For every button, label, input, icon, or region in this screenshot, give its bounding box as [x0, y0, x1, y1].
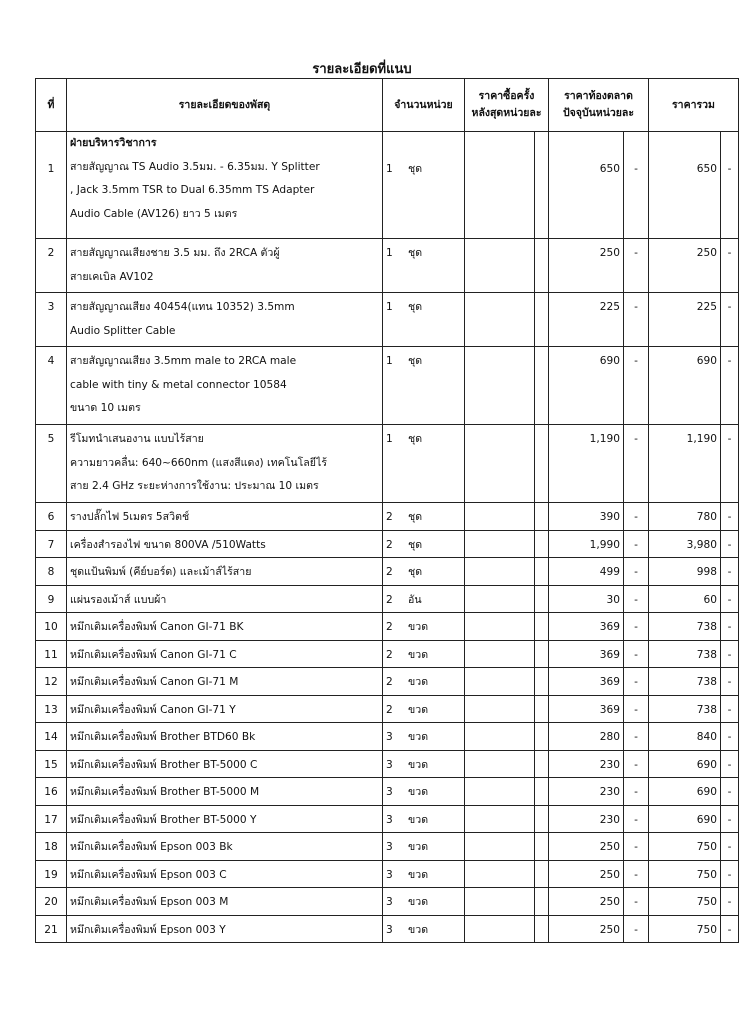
- total-price-satang: -: [721, 613, 739, 641]
- last-price-baht: [465, 888, 535, 916]
- page-title: รายละเอียดที่แนบ: [312, 62, 412, 77]
- last-price-baht: [465, 915, 535, 943]
- total-price-satang: -: [721, 833, 739, 861]
- total-price-baht: 60: [649, 585, 721, 613]
- last-price-baht: [465, 347, 535, 425]
- market-price-baht: 30: [549, 585, 624, 613]
- table-row: [36, 503, 739, 531]
- table-row: [36, 530, 739, 558]
- market-price-satang: -: [624, 750, 649, 778]
- market-price-satang: -: [624, 778, 649, 806]
- row-number: 20: [36, 888, 67, 916]
- item-description: [67, 239, 383, 293]
- total-price-baht: 3,980: [649, 530, 721, 558]
- item-quantity: [383, 915, 465, 943]
- section-header: ฝ่ายบริหารวิชาการ: [70, 137, 157, 149]
- items-table: [35, 78, 739, 943]
- row-number: 18: [36, 833, 67, 861]
- last-price-satang: [535, 805, 549, 833]
- total-price-baht: 650: [649, 132, 721, 239]
- quantity-value: 3: [386, 923, 393, 936]
- market-price-satang: -: [624, 132, 649, 239]
- market-price-baht: 225: [549, 293, 624, 347]
- last-price-satang: [535, 347, 549, 425]
- market-price-satang: -: [624, 347, 649, 425]
- description-line: หมึกเติมเครื่องพิมพ์ Canon GI-71 BK: [70, 621, 244, 633]
- item-quantity: [383, 503, 465, 531]
- last-price-baht: [465, 860, 535, 888]
- table-header-row: [36, 79, 739, 132]
- row-number: 4: [36, 347, 67, 425]
- total-price-satang: -: [721, 723, 739, 751]
- total-price-satang: -: [721, 695, 739, 723]
- row-number: 13: [36, 695, 67, 723]
- market-price-satang: -: [624, 530, 649, 558]
- total-price-baht: 750: [649, 833, 721, 861]
- quantity-value: 2: [386, 593, 393, 606]
- last-price-baht: [465, 585, 535, 613]
- description-line: หมึกเติมเครื่องพิมพ์ Canon GI-71 Y: [70, 703, 236, 716]
- quantity-unit: ขวด: [408, 648, 429, 661]
- row-number: 19: [36, 860, 67, 888]
- last-price-satang: [535, 239, 549, 293]
- quantity-unit: ชุด: [408, 355, 423, 367]
- market-price-baht: 230: [549, 805, 624, 833]
- item-quantity: [383, 613, 465, 641]
- total-price-baht: 690: [649, 805, 721, 833]
- quantity-value: 1: [386, 301, 393, 313]
- table-row: [36, 293, 739, 347]
- item-description: [67, 347, 383, 425]
- quantity-unit: ชุด: [408, 511, 423, 523]
- table-row: [36, 613, 739, 641]
- row-number: 2: [36, 239, 67, 293]
- quantity-unit: ขวด: [408, 896, 429, 908]
- total-price-baht: 738: [649, 668, 721, 696]
- row-number: 11: [36, 640, 67, 668]
- market-price-satang: -: [624, 613, 649, 641]
- item-description: [67, 503, 383, 531]
- item-quantity: [383, 347, 465, 425]
- last-price-satang: [535, 425, 549, 503]
- item-description: [67, 723, 383, 751]
- item-quantity: [383, 888, 465, 916]
- quantity-unit: ขวด: [408, 731, 429, 743]
- quantity-unit: อัน: [408, 593, 422, 606]
- item-description: [67, 530, 383, 558]
- total-price-baht: 738: [649, 695, 721, 723]
- quantity-value: 2: [386, 648, 393, 661]
- last-price-baht: [465, 695, 535, 723]
- total-price-baht: 690: [649, 347, 721, 425]
- item-description: [67, 750, 383, 778]
- total-price-baht: 750: [649, 860, 721, 888]
- market-price-baht: 1,990: [549, 530, 624, 558]
- last-price-satang: [535, 723, 549, 751]
- quantity-unit: ขวด: [408, 703, 429, 716]
- item-quantity: [383, 750, 465, 778]
- quantity-value: 2: [386, 621, 393, 633]
- item-quantity: [383, 132, 465, 239]
- market-price-satang: -: [624, 585, 649, 613]
- item-quantity: [383, 860, 465, 888]
- market-price-satang: -: [624, 695, 649, 723]
- quantity-unit: ขวด: [408, 676, 429, 688]
- total-price-baht: 225: [649, 293, 721, 347]
- quantity-unit: ชุด: [408, 433, 423, 445]
- last-price-satang: [535, 293, 549, 347]
- table-row: [36, 915, 739, 943]
- total-price-satang: -: [721, 347, 739, 425]
- item-quantity: [383, 425, 465, 503]
- item-description: [67, 915, 383, 943]
- last-price-satang: [535, 750, 549, 778]
- table-row: [36, 239, 739, 293]
- market-price-satang: -: [624, 915, 649, 943]
- market-price-baht: 369: [549, 640, 624, 668]
- market-price-baht: 250: [549, 239, 624, 293]
- market-price-baht: 690: [549, 347, 624, 425]
- quantity-value: 2: [386, 566, 393, 578]
- table-row: [36, 695, 739, 723]
- total-price-satang: -: [721, 132, 739, 239]
- quantity-value: 1: [386, 247, 393, 259]
- row-number: 5: [36, 425, 67, 503]
- row-number: 1: [36, 132, 67, 239]
- description-line: หมึกเติมเครื่องพิมพ์ Brother BT-5000 C: [70, 758, 258, 771]
- row-number: 10: [36, 613, 67, 641]
- total-price-baht: 780: [649, 503, 721, 531]
- row-number: 14: [36, 723, 67, 751]
- market-price-satang: -: [624, 668, 649, 696]
- last-price-baht: [465, 425, 535, 503]
- total-price-satang: -: [721, 530, 739, 558]
- description-line: รีโมทนำเสนองาน แบบไร้สาย: [70, 433, 204, 445]
- item-description: [67, 132, 383, 239]
- total-price-satang: -: [721, 293, 739, 347]
- quantity-value: 3: [386, 758, 393, 771]
- market-price-baht: 369: [549, 695, 624, 723]
- quantity-value: 3: [386, 813, 393, 826]
- last-price-baht: [465, 503, 535, 531]
- quantity-unit: ขวด: [408, 841, 429, 853]
- quantity-value: 3: [386, 868, 393, 881]
- market-price-satang: -: [624, 293, 649, 347]
- last-price-satang: [535, 915, 549, 943]
- last-price-satang: [535, 585, 549, 613]
- quantity-unit: ขวด: [408, 813, 429, 826]
- last-price-satang: [535, 503, 549, 531]
- table-row: [36, 833, 739, 861]
- quantity-unit: ชุด: [408, 566, 423, 578]
- item-description: [67, 695, 383, 723]
- item-description: [67, 558, 383, 586]
- total-price-baht: 998: [649, 558, 721, 586]
- quantity-unit: ขวด: [408, 923, 429, 936]
- quantity-unit: ขวด: [408, 786, 429, 798]
- market-price-baht: 250: [549, 833, 624, 861]
- description-line: หมึกเติมเครื่องพิมพ์ Canon GI-71 M: [70, 676, 239, 688]
- row-number: 16: [36, 778, 67, 806]
- description-line: หมึกเติมเครื่องพิมพ์ Epson 003 Y: [70, 923, 226, 936]
- last-price-satang: [535, 695, 549, 723]
- market-price-baht: 250: [549, 860, 624, 888]
- market-price-satang: -: [624, 425, 649, 503]
- market-price-satang: -: [624, 805, 649, 833]
- row-number: 21: [36, 915, 67, 943]
- last-price-baht: [465, 132, 535, 239]
- market-price-baht: 230: [549, 750, 624, 778]
- table-row: [36, 888, 739, 916]
- market-price-baht: 650: [549, 132, 624, 239]
- market-price-satang: -: [624, 558, 649, 586]
- item-quantity: [383, 695, 465, 723]
- item-description: [67, 613, 383, 641]
- last-price-baht: [465, 668, 535, 696]
- row-number: 17: [36, 805, 67, 833]
- last-price-baht: [465, 805, 535, 833]
- item-description: [67, 805, 383, 833]
- last-price-baht: [465, 293, 535, 347]
- total-price-satang: -: [721, 888, 739, 916]
- market-price-baht: 390: [549, 503, 624, 531]
- description-line: cable with tiny & metal connector 10584: [70, 378, 287, 391]
- market-price-baht: 499: [549, 558, 624, 586]
- total-price-baht: 750: [649, 888, 721, 916]
- description-line: เครื่องสำรองไฟ ขนาด 800VA /510Watts: [70, 538, 266, 551]
- last-price-satang: [535, 888, 549, 916]
- last-price-satang: [535, 530, 549, 558]
- header-description: รายละเอียดของพัสดุ: [67, 79, 383, 132]
- market-price-baht: 250: [549, 888, 624, 916]
- quantity-unit: ขวด: [408, 868, 429, 881]
- total-price-baht: 738: [649, 640, 721, 668]
- description-line: , Jack 3.5mm TSR to Dual 6.35mm TS Adapter: [70, 184, 315, 196]
- header-no: ที่: [36, 79, 67, 132]
- description-line: สายสัญญาณ TS Audio 3.5มม. - 6.35มม. Y Splitter: [70, 160, 320, 173]
- last-price-satang: [535, 132, 549, 239]
- market-price-baht: 280: [549, 723, 624, 751]
- last-price-satang: [535, 668, 549, 696]
- header-market-price: ราคาท้องตลาด ปัจจุบันหน่วยละ: [549, 79, 649, 132]
- item-description: [67, 778, 383, 806]
- last-price-satang: [535, 778, 549, 806]
- quantity-value: 3: [386, 896, 393, 908]
- description-line: หมึกเติมเครื่องพิมพ์ Brother BT-5000 Y: [70, 813, 257, 826]
- last-price-baht: [465, 530, 535, 558]
- item-quantity: [383, 805, 465, 833]
- table-row: [36, 805, 739, 833]
- last-price-satang: [535, 558, 549, 586]
- description-line: หมึกเติมเครื่องพิมพ์ Epson 003 M: [70, 896, 229, 908]
- description-line: สายสัญญาณเสียงชาย 3.5 มม. ถึง 2RCA ตัวผู้: [70, 247, 280, 259]
- item-description: [67, 585, 383, 613]
- item-description: [67, 640, 383, 668]
- total-price-satang: -: [721, 239, 739, 293]
- description-line: ความยาวคลื่น: 640~660nm (แสงสีแดง) เทคโนโลยีไร้: [70, 456, 328, 469]
- quantity-value: 1: [386, 163, 393, 175]
- quantity-unit: ชุด: [408, 301, 423, 313]
- quantity-unit: ชุด: [408, 247, 423, 259]
- item-description: [67, 833, 383, 861]
- item-quantity: [383, 833, 465, 861]
- total-price-satang: -: [721, 668, 739, 696]
- last-price-baht: [465, 239, 535, 293]
- description-line: สายเคเบิล AV102: [70, 270, 154, 283]
- row-number: 8: [36, 558, 67, 586]
- last-price-baht: [465, 833, 535, 861]
- quantity-value: 2: [386, 703, 393, 716]
- description-line: สายสัญญาณเสียง 3.5mm male to 2RCA male: [70, 355, 297, 367]
- total-price-satang: -: [721, 750, 739, 778]
- description-line: หมึกเติมเครื่องพิมพ์ Brother BTD60 Bk: [70, 731, 256, 743]
- total-price-baht: 1,190: [649, 425, 721, 503]
- total-price-satang: -: [721, 425, 739, 503]
- last-price-satang: [535, 613, 549, 641]
- item-description: [67, 668, 383, 696]
- last-price-baht: [465, 613, 535, 641]
- description-line: สายสัญญาณเสียง 40454(แทน 10352) 3.5mm: [70, 301, 295, 313]
- market-price-satang: -: [624, 888, 649, 916]
- table-row: [36, 723, 739, 751]
- row-number: 9: [36, 585, 67, 613]
- description-line: แผ่นรองเม้าส์ แบบผ้า: [70, 593, 167, 606]
- item-quantity: [383, 530, 465, 558]
- total-price-baht: 690: [649, 750, 721, 778]
- description-line: หมึกเติมเครื่องพิมพ์ Canon GI-71 C: [70, 648, 237, 661]
- item-quantity: [383, 778, 465, 806]
- last-price-baht: [465, 640, 535, 668]
- last-price-satang: [535, 833, 549, 861]
- market-price-baht: 369: [549, 613, 624, 641]
- table-row: [36, 585, 739, 613]
- description-line: ชุดแป้นพิมพ์ (คีย์บอร์ด) และเม้าส์ไร้สาย: [70, 566, 252, 578]
- last-price-satang: [535, 860, 549, 888]
- total-price-baht: 750: [649, 915, 721, 943]
- quantity-unit: ชุด: [408, 163, 423, 175]
- row-number: 15: [36, 750, 67, 778]
- table-row: [36, 860, 739, 888]
- row-number: 6: [36, 503, 67, 531]
- description-line: รางปลั๊กไฟ 5เมตร 5สวิตช์: [70, 511, 190, 523]
- total-price-baht: 840: [649, 723, 721, 751]
- total-price-satang: -: [721, 585, 739, 613]
- last-price-baht: [465, 750, 535, 778]
- item-description: [67, 860, 383, 888]
- table-body: [36, 132, 739, 943]
- item-description: [67, 425, 383, 503]
- quantity-value: 1: [386, 355, 393, 367]
- table-row: [36, 750, 739, 778]
- total-price-satang: -: [721, 805, 739, 833]
- table-row: [36, 640, 739, 668]
- total-price-baht: 250: [649, 239, 721, 293]
- row-number: 7: [36, 530, 67, 558]
- total-price-baht: 690: [649, 778, 721, 806]
- table-row: [36, 132, 739, 239]
- item-quantity: [383, 239, 465, 293]
- quantity-value: 2: [386, 538, 393, 551]
- quantity-value: 2: [386, 676, 393, 688]
- total-price-satang: -: [721, 503, 739, 531]
- market-price-satang: -: [624, 640, 649, 668]
- item-quantity: [383, 293, 465, 347]
- quantity-unit: ขวด: [408, 758, 429, 771]
- item-quantity: [383, 640, 465, 668]
- market-price-satang: -: [624, 833, 649, 861]
- quantity-value: 3: [386, 731, 393, 743]
- market-price-baht: 230: [549, 778, 624, 806]
- total-price-satang: -: [721, 558, 739, 586]
- total-price-satang: -: [721, 778, 739, 806]
- last-price-baht: [465, 558, 535, 586]
- item-description: [67, 293, 383, 347]
- item-quantity: [383, 668, 465, 696]
- quantity-value: 3: [386, 786, 393, 798]
- item-description: [67, 888, 383, 916]
- item-quantity: [383, 723, 465, 751]
- market-price-satang: -: [624, 723, 649, 751]
- quantity-unit: ชุด: [408, 538, 423, 551]
- market-price-baht: 250: [549, 915, 624, 943]
- market-price-satang: -: [624, 239, 649, 293]
- market-price-satang: -: [624, 860, 649, 888]
- description-line: หมึกเติมเครื่องพิมพ์ Brother BT-5000 M: [70, 786, 260, 798]
- table-row: [36, 558, 739, 586]
- table-row: [36, 668, 739, 696]
- description-line: สาย 2.4 GHz ระยะห่างการใช้งาน: ประมาณ 10 เมตร: [70, 480, 319, 492]
- table-row: [36, 347, 739, 425]
- item-quantity: [383, 558, 465, 586]
- quantity-value: 3: [386, 841, 393, 853]
- table-row: [36, 425, 739, 503]
- row-number: 12: [36, 668, 67, 696]
- item-quantity: [383, 585, 465, 613]
- table-row: [36, 778, 739, 806]
- header-last-price: ราคาซื้อครั้ง หลังสุดหน่วยละ: [465, 79, 549, 132]
- total-price-satang: -: [721, 640, 739, 668]
- last-price-baht: [465, 723, 535, 751]
- total-price-satang: -: [721, 915, 739, 943]
- last-price-satang: [535, 640, 549, 668]
- description-line: หมึกเติมเครื่องพิมพ์ Epson 003 C: [70, 868, 227, 881]
- quantity-value: 2: [386, 511, 393, 523]
- header-quantity: จำนวนหน่วย: [383, 79, 465, 132]
- description-line: Audio Cable (AV126) ยาว 5 เมตร: [70, 207, 238, 220]
- quantity-unit: ขวด: [408, 621, 429, 633]
- quantity-value: 1: [386, 433, 393, 445]
- total-price-baht: 738: [649, 613, 721, 641]
- market-price-baht: 369: [549, 668, 624, 696]
- last-price-baht: [465, 778, 535, 806]
- header-total: ราคารวม: [649, 79, 739, 132]
- market-price-satang: -: [624, 503, 649, 531]
- description-line: Audio Splitter Cable: [70, 324, 176, 337]
- description-line: หมึกเติมเครื่องพิมพ์ Epson 003 Bk: [70, 841, 233, 853]
- total-price-satang: -: [721, 860, 739, 888]
- description-line: ขนาด 10 เมตร: [70, 402, 141, 414]
- market-price-baht: 1,190: [549, 425, 624, 503]
- row-number: 3: [36, 293, 67, 347]
